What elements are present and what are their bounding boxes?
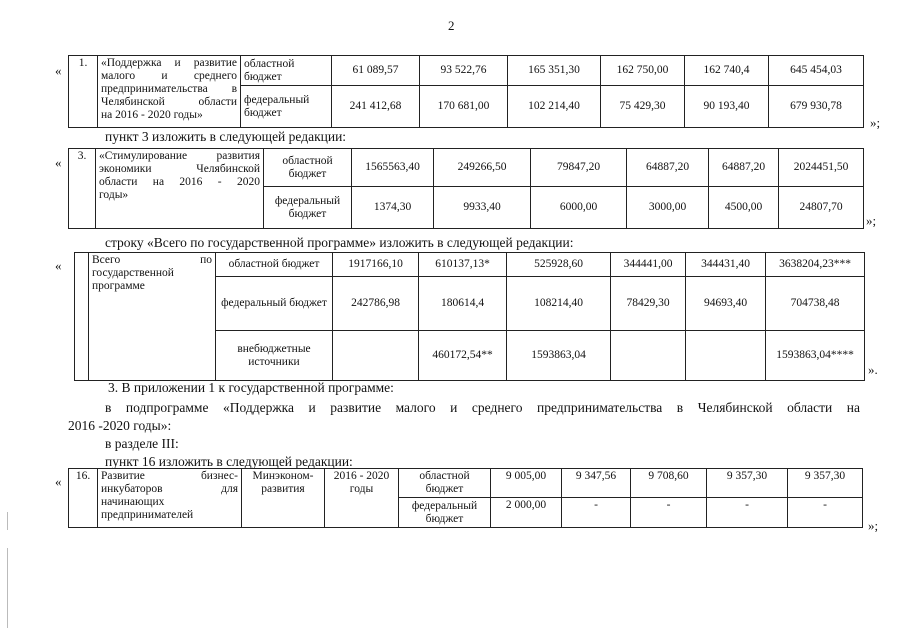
instruction-text: в разделе III: (105, 436, 179, 451)
total-label: Всего по государственной программе (89, 253, 216, 381)
value-cell: 108214,40 (507, 277, 611, 331)
value-cell (611, 331, 686, 381)
instruction-text: в подпрограмме «Поддержка и развитие малого и среднего предпринимательства в Челябинской области на (105, 400, 860, 415)
value-cell: 460172,54** (419, 331, 507, 381)
close-quote: »; (866, 213, 877, 228)
funding-source: федеральный бюджет (216, 277, 333, 331)
value-cell: 344441,00 (611, 253, 686, 277)
value-cell: 1565563,40 (352, 149, 434, 187)
table-row (69, 469, 863, 498)
open-quote: « (55, 63, 62, 78)
value-cell: - (707, 498, 788, 528)
value-cell: 6000,00 (531, 187, 627, 229)
value-cell: 704738,48 (766, 277, 865, 331)
value-cell: 162 740,4 (685, 56, 769, 86)
value-cell: 344431,40 (686, 253, 766, 277)
table-program-total (74, 252, 865, 381)
funding-source: областной бюджет (399, 469, 491, 498)
value-cell: 9933,40 (434, 187, 531, 229)
table-row (69, 56, 864, 86)
funding-source: федеральный бюджет (399, 498, 491, 528)
value-cell: 9 347,56 (562, 469, 631, 498)
value-cell: 4500,00 (709, 187, 779, 229)
value-cell: 90 193,40 (685, 86, 769, 128)
value-cell: 64887,20 (627, 149, 709, 187)
value-cell: - (631, 498, 707, 528)
value-cell (686, 331, 766, 381)
value-cell: 9 708,60 (631, 469, 707, 498)
row-number: 16. (69, 469, 98, 528)
executor: Минэконом-развития (242, 469, 325, 528)
funding-source: областной бюджет (241, 56, 332, 86)
value-cell: 1593863,04 (507, 331, 611, 381)
table-row (75, 253, 865, 277)
value-cell: - (562, 498, 631, 528)
value-cell: 1374,30 (352, 187, 434, 229)
value-cell: 242786,98 (333, 277, 419, 331)
value-cell: 165 351,30 (508, 56, 601, 86)
value-cell: 3638204,23*** (766, 253, 865, 277)
value-cell: 24807,70 (779, 187, 864, 229)
instruction-text: пункт 3 изложить в следующей редакции: (105, 129, 347, 144)
value-cell: 9 357,30 (788, 469, 863, 498)
value-cell: 1593863,04**** (766, 331, 865, 381)
value-cell: 64887,20 (709, 149, 779, 187)
open-quote: « (55, 474, 62, 489)
measure-name: «Поддержка и развитие малого и среднего предпринимательства в Челябинской области на 2016 - 2020 годы» (98, 56, 241, 128)
measure-name: Развитие бизнес- инкубаторов для начинающих предпринимателей (98, 469, 242, 528)
table-program-1 (68, 55, 864, 128)
value-cell: 9 005,00 (491, 469, 562, 498)
scan-artifact (7, 548, 8, 628)
instruction-text: пункт 16 изложить в следующей редакции: (105, 454, 353, 469)
value-cell: 93 522,76 (420, 56, 508, 86)
value-cell: 170 681,00 (420, 86, 508, 128)
open-quote: « (55, 155, 62, 170)
value-cell: 94693,40 (686, 277, 766, 331)
funding-source: федеральный бюджет (264, 187, 352, 229)
close-quote: ». (868, 362, 878, 377)
measure-name: «Стимулирование развития экономики Челябинской области на 2016 - 2020 годы» (96, 149, 264, 229)
close-quote: »; (868, 518, 879, 533)
value-cell: 2 000,00 (491, 498, 562, 528)
table-measure-16 (68, 468, 863, 528)
scan-artifact (7, 512, 8, 530)
instruction-text: строку «Всего по государственной программе» изложить в следующей редакции: (105, 235, 574, 250)
funding-source: федеральный бюджет (241, 86, 332, 128)
value-cell: 75 429,30 (601, 86, 685, 128)
table-program-3 (68, 148, 864, 229)
row-number: 1. (69, 56, 98, 128)
page-number: 2 (448, 18, 455, 33)
row-number: 3. (69, 149, 96, 229)
value-cell: 102 214,40 (508, 86, 601, 128)
section-heading: 3. В приложении 1 к государственной программе: (108, 380, 394, 395)
value-cell: 249266,50 (434, 149, 531, 187)
value-cell: 645 454,03 (769, 56, 864, 86)
value-cell: 78429,30 (611, 277, 686, 331)
value-cell: 162 750,00 (601, 56, 685, 86)
value-cell: 9 357,30 (707, 469, 788, 498)
value-cell: - (788, 498, 863, 528)
value-cell: 679 930,78 (769, 86, 864, 128)
period: 2016 - 2020 годы (325, 469, 399, 528)
value-cell: 525928,60 (507, 253, 611, 277)
value-cell (333, 331, 419, 381)
value-cell: 2024451,50 (779, 149, 864, 187)
value-cell: 1917166,10 (333, 253, 419, 277)
value-cell: 61 089,57 (332, 56, 420, 86)
value-cell: 79847,20 (531, 149, 627, 187)
value-cell: 241 412,68 (332, 86, 420, 128)
close-quote: »; (870, 115, 881, 130)
value-cell: 610137,13* (419, 253, 507, 277)
funding-source: областной бюджет (216, 253, 333, 277)
value-cell: 3000,00 (627, 187, 709, 229)
open-quote: « (55, 258, 62, 273)
value-cell: 180614,4 (419, 277, 507, 331)
table-row (69, 149, 864, 187)
funding-source: внебюджетные источники (216, 331, 333, 381)
funding-source: областной бюджет (264, 149, 352, 187)
instruction-text: 2016 -2020 годы»: (68, 418, 172, 433)
